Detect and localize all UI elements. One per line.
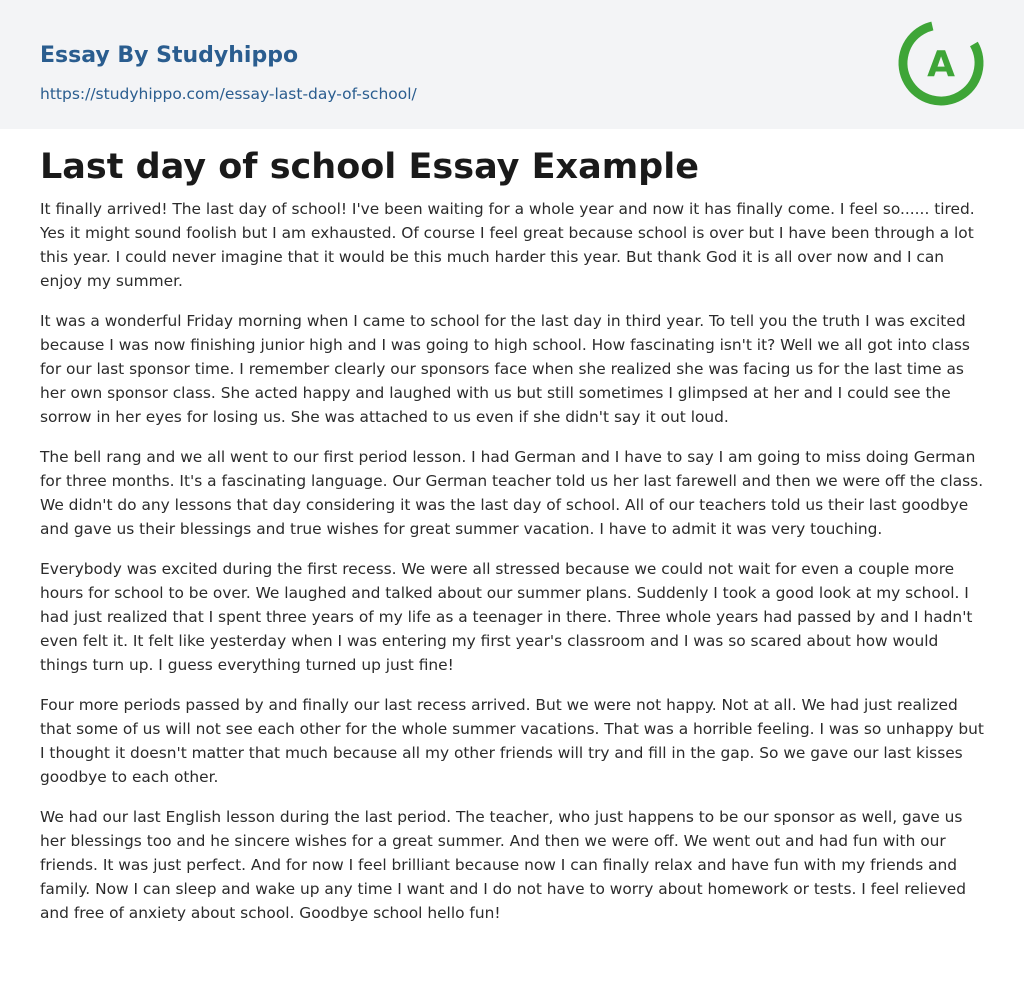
essay-url-link[interactable]: https://studyhippo.com/essay-last-day-of-school/	[40, 85, 417, 103]
essay-paragraph: We had our last English lesson during the last period. The teacher, who just happens to be our sponsor as well, gave us her blessings too and he sincere wishes for a great summer. And then we were off. We went out and had fun with our friends. It was just perfect. And for now I feel brilliant because now I can finally relax and have fun with my friends and family. Now I can sleep and wake up any time I want and I do not have to worry about homework or tests. I feel relieved and free of anxiety about school. Goodbye school hello fun!	[40, 808, 967, 922]
page-title: Last day of school Essay Example	[40, 147, 699, 187]
studyhippo-logo[interactable]	[895, 17, 987, 109]
brand-title[interactable]: Essay By Studyhippo	[40, 43, 299, 68]
essay-paragraph: It finally arrived! The last day of school! I've been waiting for a whole year and now it has finally come. I feel so...... tired. Yes it might sound foolish but I am exhausted. Of course I feel great because school is over but I have been through a lot this year. I could never imagine that it would be this much harder this year. But thank God it is all over now and I can enjoy my summer.	[40, 200, 975, 290]
essay-paragraph: Everybody was excited during the first recess. We were all stressed because we could not wait for even a couple more hours for school to be over. We laughed and talked about our summer plans. Suddenly I took a good look at my school. I had just realized that I spent three years of my life as a teenager in there. Three whole years had passed by and I hadn't even felt it. It felt like yesterday when I was entering my first year's classroom and I was so scared about how would things turn up. I guess everything turned up just fine!	[40, 560, 973, 674]
essay-paragraph: It was a wonderful Friday morning when I came to school for the last day in third year. To tell you the truth I was excited because I was now finishing junior high and I was going to high school. How fascinating isn't it? Well we all got into class for our last sponsor time. I remember clearly our sponsors face when she realized she was facing us for the last time as her own sponsor class. She acted happy and laughed with us but still sometimes I glimpsed at her and I could see the sorrow in her eyes for losing us. She was attached to us even if she didn't say it out loud.	[40, 312, 970, 426]
site-header	[0, 0, 1024, 129]
essay-paragraph: The bell rang and we all went to our first period lesson. I had German and I have to say I am going to miss doing German for three months. It's a fascinating language. Our German teacher told us her last farewell and then we were off the class. We didn't do any lessons that day considering it was the last day of school. All of our teachers told us their last goodbye and gave us their blessings and true wishes for great summer vacation. I have to admit it was very touching.	[40, 448, 984, 538]
logo-letter: A	[927, 44, 955, 85]
essay-paragraph: Four more periods passed by and finally our last recess arrived. But we were not happy. Not at all. We had just realized that some of us will not see each other for the whole summer vacations. That was a horrible feeling. I was so unhappy but I thought it doesn't matter that much because all my other friends will try and fill in the gap. So we gave our last kisses goodbye to each other.	[40, 696, 984, 786]
essay-content	[40, 143, 986, 941]
